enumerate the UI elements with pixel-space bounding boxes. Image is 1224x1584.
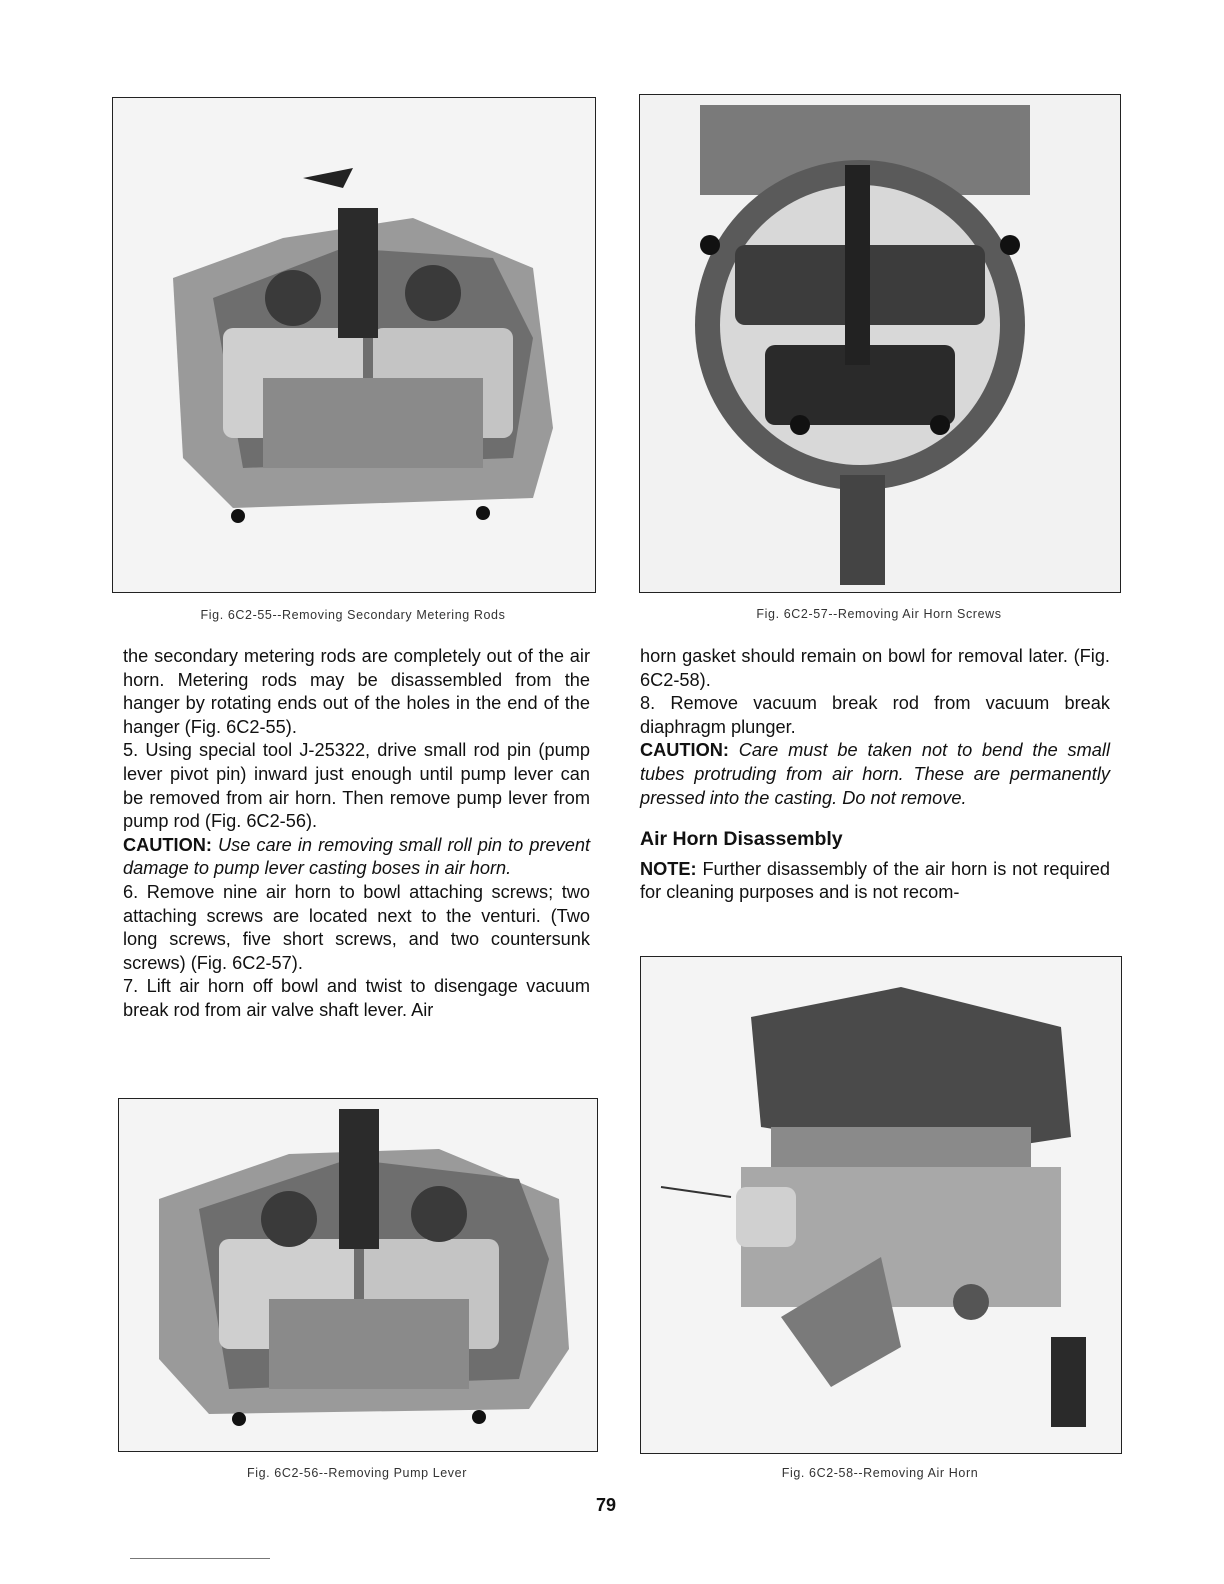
right-column [640,645,1110,905]
note-text: Further disassembly of the air horn is not required for cleaning purposes and is not recom- [640,858,1110,903]
page-number: 79 [596,1495,617,1515]
caution-label: CAUTION: [123,834,212,855]
paragraph-continued: the secondary metering rods are completely out of the air horn. Metering rods may be disassembled from the hanger by rotating ends out of the holes in the end of the hanger (Fig. 6C2-55). [123,646,590,737]
caption-6c2-57: Fig. 6C2-57--Removing Air Horn Screws [756,607,1002,621]
caption-6c2-55: Fig. 6C2-55--Removing Secondary Metering Rods [200,608,506,622]
paragraph-continued-right: horn gasket should remain on bowl for removal later. (Fig. 6C2-58). [640,646,1110,690]
figure-6c2-58 [640,956,1122,1454]
caption-6c2-56: Fig. 6C2-56--Removing Pump Lever [247,1466,467,1480]
figure-6c2-56 [118,1098,598,1452]
caution-1 [123,834,590,881]
figure-6c2-55 [112,97,596,593]
note-label: NOTE: [640,858,697,879]
carburetor-photo-secondary-rods [113,98,595,592]
note [640,858,1110,905]
section-heading: Air Horn Disassembly [640,828,843,851]
caution-text: Use care in removing small roll pin to prevent damage to pump lever casting boses in air horn. [123,834,590,879]
carburetor-photo-air-horn [641,957,1121,1453]
footer-rule [130,1558,270,1559]
caption-6c2-58: Fig. 6C2-58--Removing Air Horn [781,1466,979,1480]
left-column [123,645,590,1023]
caution-label: CAUTION: [640,740,729,761]
carburetor-photo-top-view [640,95,1120,592]
step-5: 5. Using special tool J-25322, drive small rod pin (pump lever pivot pin) inward just enough until pump lever can be removed from air horn. Then remove pump lever from pump rod (Fig. 6C2-56). [123,740,590,832]
carburetor-photo-pump-lever [119,1099,597,1451]
step-8: 8. Remove vacuum break rod from vacuum break diaphragm plunger. [640,693,1110,737]
figure-6c2-57 [639,94,1121,593]
caution-2 [640,739,1110,810]
caution-text: Care must be taken not to bend the small tubes protruding from air horn. These are permanently pressed into the casting. Do not remove. [640,740,1110,808]
step-6: 6. Remove nine air horn to bowl attaching screws; two attaching screws are located next to the venturi. (Two long screws, five short screws, and two countersunk screws) (Fig. 6C2-57). [123,881,590,973]
step-7: 7. Lift air horn off bowl and twist to disengage vacuum break rod from air valve shaft lever. Air [123,976,590,1020]
